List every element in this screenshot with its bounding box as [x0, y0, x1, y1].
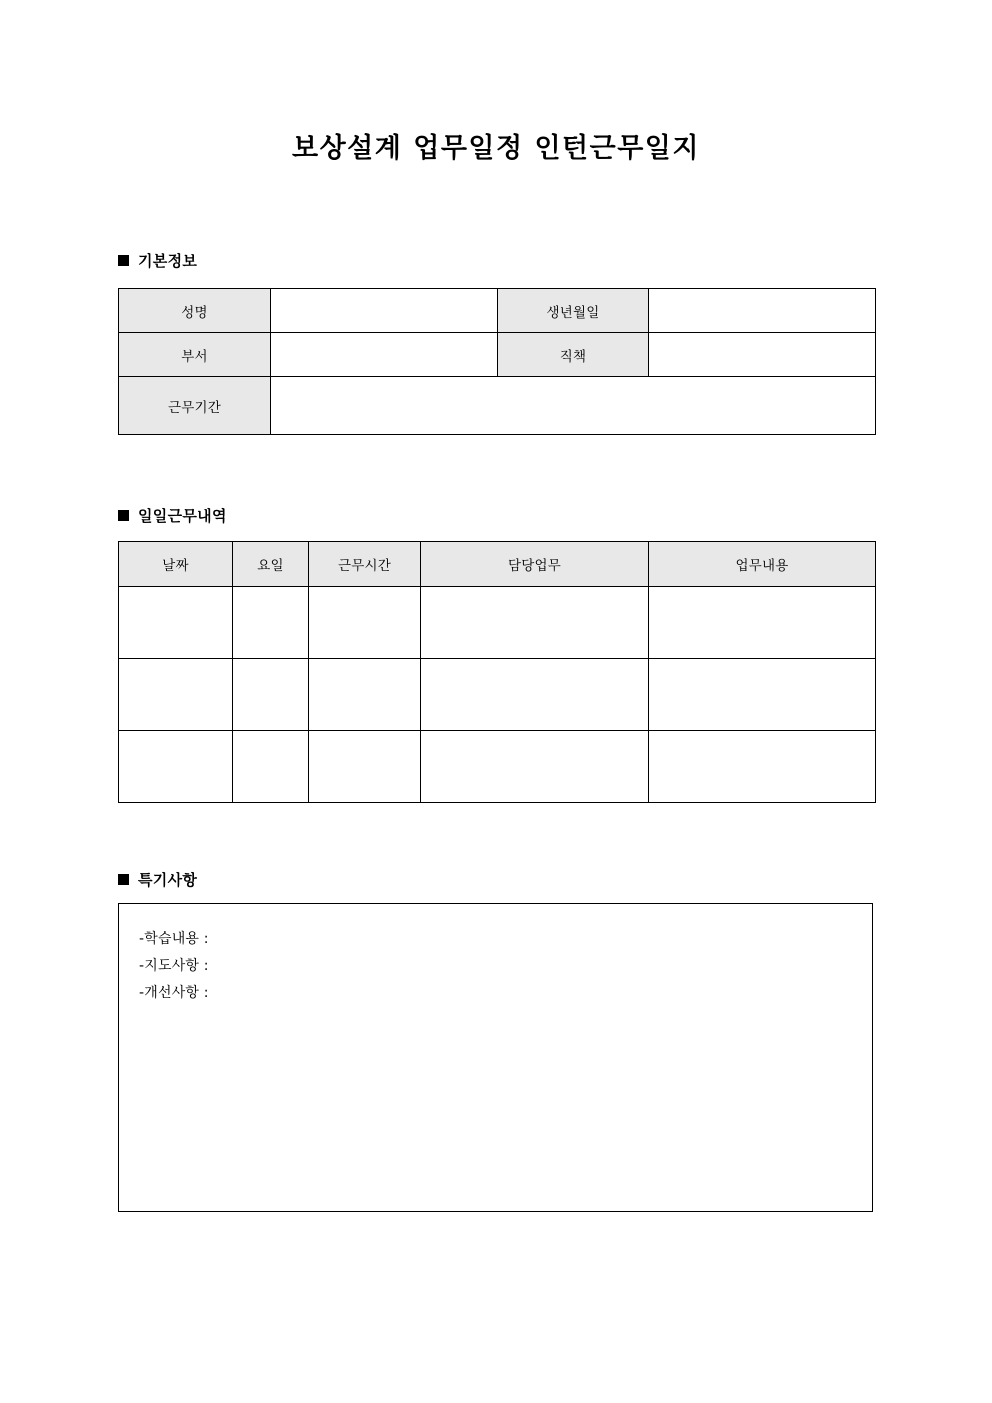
page-title: 보상설계 업무일정 인턴근무일지 [292, 133, 700, 164]
column-header-assigned-task: 담당업무 [421, 542, 649, 587]
notes-line-improvement: -개선사항 : [139, 985, 209, 1001]
section-heading-basic-info [118, 250, 197, 271]
notes-line-learning: -학습내용 : [139, 931, 209, 947]
table-row [119, 587, 876, 659]
basic-info-label-position: 직책 [498, 333, 649, 377]
table-row [119, 731, 876, 803]
cell-date[interactable] [119, 587, 233, 659]
basic-info-value-birthdate[interactable] [649, 289, 876, 333]
table-header-row [119, 542, 876, 587]
section-heading-special-notes [118, 869, 197, 890]
column-header-work-hours: 근무시간 [309, 542, 421, 587]
cell-day[interactable] [233, 731, 309, 803]
section-heading-daily-work-label: 일일근무내역 [138, 507, 227, 525]
section-heading-basic-info-label: 기본정보 [138, 252, 198, 270]
basic-info-value-name[interactable] [271, 289, 498, 333]
special-notes-content [119, 904, 872, 1007]
cell-date[interactable] [119, 731, 233, 803]
basic-info-label-department: 부서 [119, 333, 271, 377]
column-header-date: 날짜 [119, 542, 233, 587]
cell-date[interactable] [119, 659, 233, 731]
cell-assigned-task[interactable] [421, 659, 649, 731]
special-notes-box[interactable] [118, 903, 873, 1212]
cell-work-hours[interactable] [309, 731, 421, 803]
basic-info-table [118, 288, 876, 435]
cell-day[interactable] [233, 659, 309, 731]
basic-info-value-position[interactable] [649, 333, 876, 377]
basic-info-label-work-period: 근무기간 [119, 377, 271, 435]
section-heading-daily-work [118, 505, 227, 526]
cell-assigned-task[interactable] [421, 731, 649, 803]
table-row [119, 333, 876, 377]
cell-work-hours[interactable] [309, 659, 421, 731]
basic-info-label-name: 성명 [119, 289, 271, 333]
filled-square-icon [118, 255, 129, 266]
basic-info-label-birthdate: 생년월일 [498, 289, 649, 333]
daily-work-table [118, 541, 876, 803]
table-row [119, 289, 876, 333]
basic-info-value-work-period[interactable] [271, 377, 876, 435]
section-heading-special-notes-label: 특기사항 [138, 871, 198, 889]
cell-task-details[interactable] [649, 659, 876, 731]
table-row [119, 377, 876, 435]
basic-info-value-department[interactable] [271, 333, 498, 377]
cell-work-hours[interactable] [309, 587, 421, 659]
filled-square-icon [118, 874, 129, 885]
column-header-task-details: 업무내용 [649, 542, 876, 587]
cell-day[interactable] [233, 587, 309, 659]
filled-square-icon [118, 510, 129, 521]
notes-line-guidance: -지도사항 : [139, 958, 209, 974]
column-header-day: 요일 [233, 542, 309, 587]
cell-task-details[interactable] [649, 587, 876, 659]
table-row [119, 659, 876, 731]
cell-assigned-task[interactable] [421, 587, 649, 659]
cell-task-details[interactable] [649, 731, 876, 803]
